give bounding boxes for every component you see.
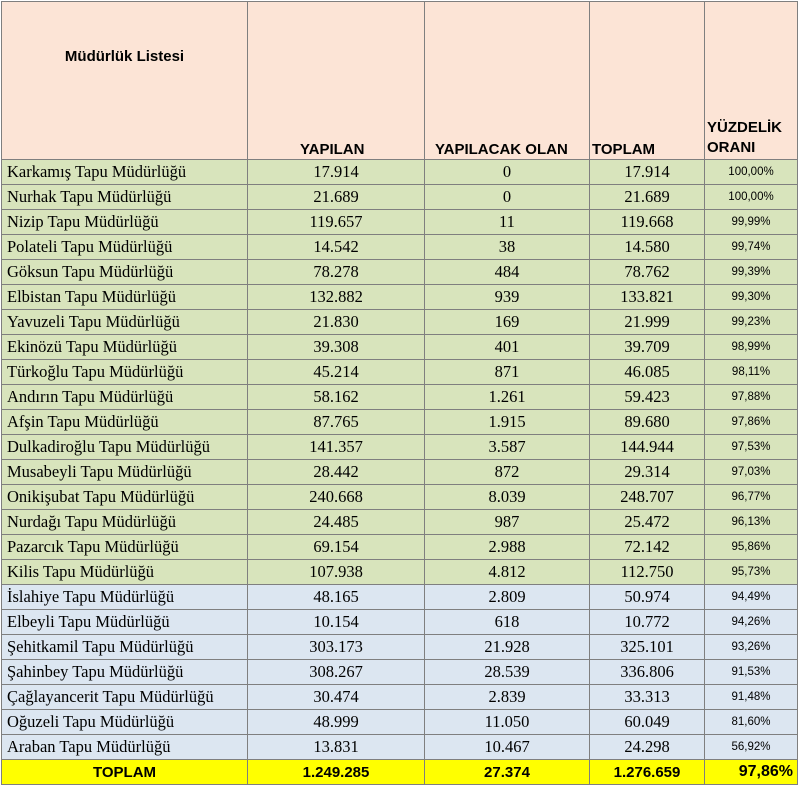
remaining-count: 8.039 (425, 485, 590, 510)
done-count: 24.485 (248, 510, 425, 535)
directorate-name: Andırın Tapu Müdürlüğü (2, 385, 248, 410)
directorate-name: Afşin Tapu Müdürlüğü (2, 410, 248, 435)
table-header (2, 2, 798, 160)
done-count: 28.442 (248, 460, 425, 485)
table-row (2, 285, 798, 310)
table-row (2, 160, 798, 185)
table-row (2, 585, 798, 610)
total-count: 119.668 (590, 210, 705, 235)
total-count: 59.423 (590, 385, 705, 410)
table-footer (2, 760, 798, 785)
remaining-count: 872 (425, 460, 590, 485)
total-count: 17.914 (590, 160, 705, 185)
total-count: 10.772 (590, 610, 705, 635)
total-row (2, 760, 798, 785)
directorate-name: Nurhak Tapu Müdürlüğü (2, 185, 248, 210)
header-percent-line2: ORANI (707, 139, 756, 156)
directorate-name: Nizip Tapu Müdürlüğü (2, 210, 248, 235)
table-row (2, 710, 798, 735)
table-row (2, 310, 798, 335)
table-row (2, 510, 798, 535)
completion-percent: 94,49% (705, 585, 798, 610)
table-row (2, 260, 798, 285)
table-row (2, 535, 798, 560)
total-count: 29.314 (590, 460, 705, 485)
done-count: 45.214 (248, 360, 425, 385)
done-count: 58.162 (248, 385, 425, 410)
directorate-name: Dulkadiroğlu Tapu Müdürlüğü (2, 435, 248, 460)
completion-percent: 98,99% (705, 335, 798, 360)
completion-percent: 99,99% (705, 210, 798, 235)
completion-percent: 99,23% (705, 310, 798, 335)
directorate-name: Polateli Tapu Müdürlüğü (2, 235, 248, 260)
table-row (2, 685, 798, 710)
remaining-count: 618 (425, 610, 590, 635)
completion-percent: 94,26% (705, 610, 798, 635)
remaining-count: 38 (425, 235, 590, 260)
remaining-count: 11 (425, 210, 590, 235)
total-count: 33.313 (590, 685, 705, 710)
table-row (2, 660, 798, 685)
completion-percent: 95,73% (705, 560, 798, 585)
table-row (2, 235, 798, 260)
total-count: 336.806 (590, 660, 705, 685)
done-count: 141.357 (248, 435, 425, 460)
remaining-count: 1.915 (425, 410, 590, 435)
remaining-count: 28.539 (425, 660, 590, 685)
completion-percent: 99,30% (705, 285, 798, 310)
completion-percent: 96,77% (705, 485, 798, 510)
completion-percent: 95,86% (705, 535, 798, 560)
table-row (2, 485, 798, 510)
remaining-count: 1.261 (425, 385, 590, 410)
done-count: 107.938 (248, 560, 425, 585)
done-count: 87.765 (248, 410, 425, 435)
completion-percent: 56,92% (705, 735, 798, 760)
header-remaining: YAPILACAK OLAN (425, 2, 590, 160)
done-count: 13.831 (248, 735, 425, 760)
header-directorate-list: Müdürlük Listesi (2, 2, 248, 160)
completion-percent: 100,00% (705, 160, 798, 185)
remaining-count: 871 (425, 360, 590, 385)
table-body (2, 160, 798, 760)
table-row (2, 210, 798, 235)
completion-percent: 97,53% (705, 435, 798, 460)
total-count: 25.472 (590, 510, 705, 535)
directorate-name: Onikişubat Tapu Müdürlüğü (2, 485, 248, 510)
directorate-name: Nurdağı Tapu Müdürlüğü (2, 510, 248, 535)
table-row (2, 635, 798, 660)
remaining-count: 10.467 (425, 735, 590, 760)
done-count: 21.689 (248, 185, 425, 210)
total-percent: 97,86% (705, 760, 798, 785)
total-count: 21.689 (590, 185, 705, 210)
directorate-name: Araban Tapu Müdürlüğü (2, 735, 248, 760)
completion-percent: 97,88% (705, 385, 798, 410)
done-count: 78.278 (248, 260, 425, 285)
header-percent-line1: YÜZDELİK (707, 119, 782, 136)
total-count: 133.821 (590, 285, 705, 310)
header-percent (705, 2, 798, 160)
directorate-table (1, 1, 798, 785)
total-count: 248.707 (590, 485, 705, 510)
done-count: 30.474 (248, 685, 425, 710)
total-count: 39.709 (590, 335, 705, 360)
total-count: 144.944 (590, 435, 705, 460)
directorate-name: Yavuzeli Tapu Müdürlüğü (2, 310, 248, 335)
total-count: 72.142 (590, 535, 705, 560)
completion-percent: 93,26% (705, 635, 798, 660)
header-row (2, 2, 798, 160)
completion-percent: 98,11% (705, 360, 798, 385)
table-row (2, 410, 798, 435)
total-count: 21.999 (590, 310, 705, 335)
remaining-count: 11.050 (425, 710, 590, 735)
directorate-name: Göksun Tapu Müdürlüğü (2, 260, 248, 285)
table-row (2, 360, 798, 385)
remaining-count: 4.812 (425, 560, 590, 585)
completion-percent: 99,39% (705, 260, 798, 285)
header-done: YAPILAN (248, 2, 425, 160)
directorate-name: Elbistan Tapu Müdürlüğü (2, 285, 248, 310)
remaining-count: 939 (425, 285, 590, 310)
directorate-name: Kilis Tapu Müdürlüğü (2, 560, 248, 585)
remaining-count: 21.928 (425, 635, 590, 660)
directorate-name: Şehitkamil Tapu Müdürlüğü (2, 635, 248, 660)
done-count: 308.267 (248, 660, 425, 685)
completion-percent: 91,48% (705, 685, 798, 710)
done-count: 119.657 (248, 210, 425, 235)
total-count: 89.680 (590, 410, 705, 435)
completion-percent: 96,13% (705, 510, 798, 535)
header-total: TOPLAM (590, 2, 705, 160)
directorate-name: Şahinbey Tapu Müdürlüğü (2, 660, 248, 685)
completion-percent: 81,60% (705, 710, 798, 735)
table-row (2, 185, 798, 210)
total-count: 24.298 (590, 735, 705, 760)
table-row (2, 460, 798, 485)
remaining-count: 2.988 (425, 535, 590, 560)
directorate-name: Karkamış Tapu Müdürlüğü (2, 160, 248, 185)
directorate-name: İslahiye Tapu Müdürlüğü (2, 585, 248, 610)
directorate-name: Ekinözü Tapu Müdürlüğü (2, 335, 248, 360)
done-count: 48.165 (248, 585, 425, 610)
total-count: 46.085 (590, 360, 705, 385)
directorate-name: Oğuzeli Tapu Müdürlüğü (2, 710, 248, 735)
remaining-count: 484 (425, 260, 590, 285)
completion-percent: 97,03% (705, 460, 798, 485)
done-count: 17.914 (248, 160, 425, 185)
done-count: 14.542 (248, 235, 425, 260)
directorate-name: Elbeyli Tapu Müdürlüğü (2, 610, 248, 635)
remaining-count: 2.839 (425, 685, 590, 710)
directorate-name: Türkoğlu Tapu Müdürlüğü (2, 360, 248, 385)
total-count: 60.049 (590, 710, 705, 735)
table-row (2, 735, 798, 760)
total-count: 325.101 (590, 635, 705, 660)
remaining-count: 169 (425, 310, 590, 335)
completion-percent: 91,53% (705, 660, 798, 685)
total-total: 1.276.659 (590, 760, 705, 785)
completion-percent: 99,74% (705, 235, 798, 260)
directorate-name: Pazarcık Tapu Müdürlüğü (2, 535, 248, 560)
remaining-count: 3.587 (425, 435, 590, 460)
total-count: 112.750 (590, 560, 705, 585)
table-row (2, 560, 798, 585)
done-count: 21.830 (248, 310, 425, 335)
total-count: 50.974 (590, 585, 705, 610)
total-label: TOPLAM (2, 760, 248, 785)
table-row (2, 385, 798, 410)
done-count: 69.154 (248, 535, 425, 560)
done-count: 48.999 (248, 710, 425, 735)
total-count: 78.762 (590, 260, 705, 285)
completion-percent: 97,86% (705, 410, 798, 435)
directorate-name: Musabeyli Tapu Müdürlüğü (2, 460, 248, 485)
total-count: 14.580 (590, 235, 705, 260)
done-count: 132.882 (248, 285, 425, 310)
remaining-count: 987 (425, 510, 590, 535)
table-row (2, 335, 798, 360)
completion-percent: 100,00% (705, 185, 798, 210)
done-count: 10.154 (248, 610, 425, 635)
directorate-name: Çağlayancerit Tapu Müdürlüğü (2, 685, 248, 710)
done-count: 39.308 (248, 335, 425, 360)
done-count: 303.173 (248, 635, 425, 660)
remaining-count: 0 (425, 185, 590, 210)
remaining-count: 2.809 (425, 585, 590, 610)
remaining-count: 401 (425, 335, 590, 360)
total-remaining: 27.374 (425, 760, 590, 785)
done-count: 240.668 (248, 485, 425, 510)
table-row (2, 610, 798, 635)
total-done: 1.249.285 (248, 760, 425, 785)
remaining-count: 0 (425, 160, 590, 185)
table-row (2, 435, 798, 460)
